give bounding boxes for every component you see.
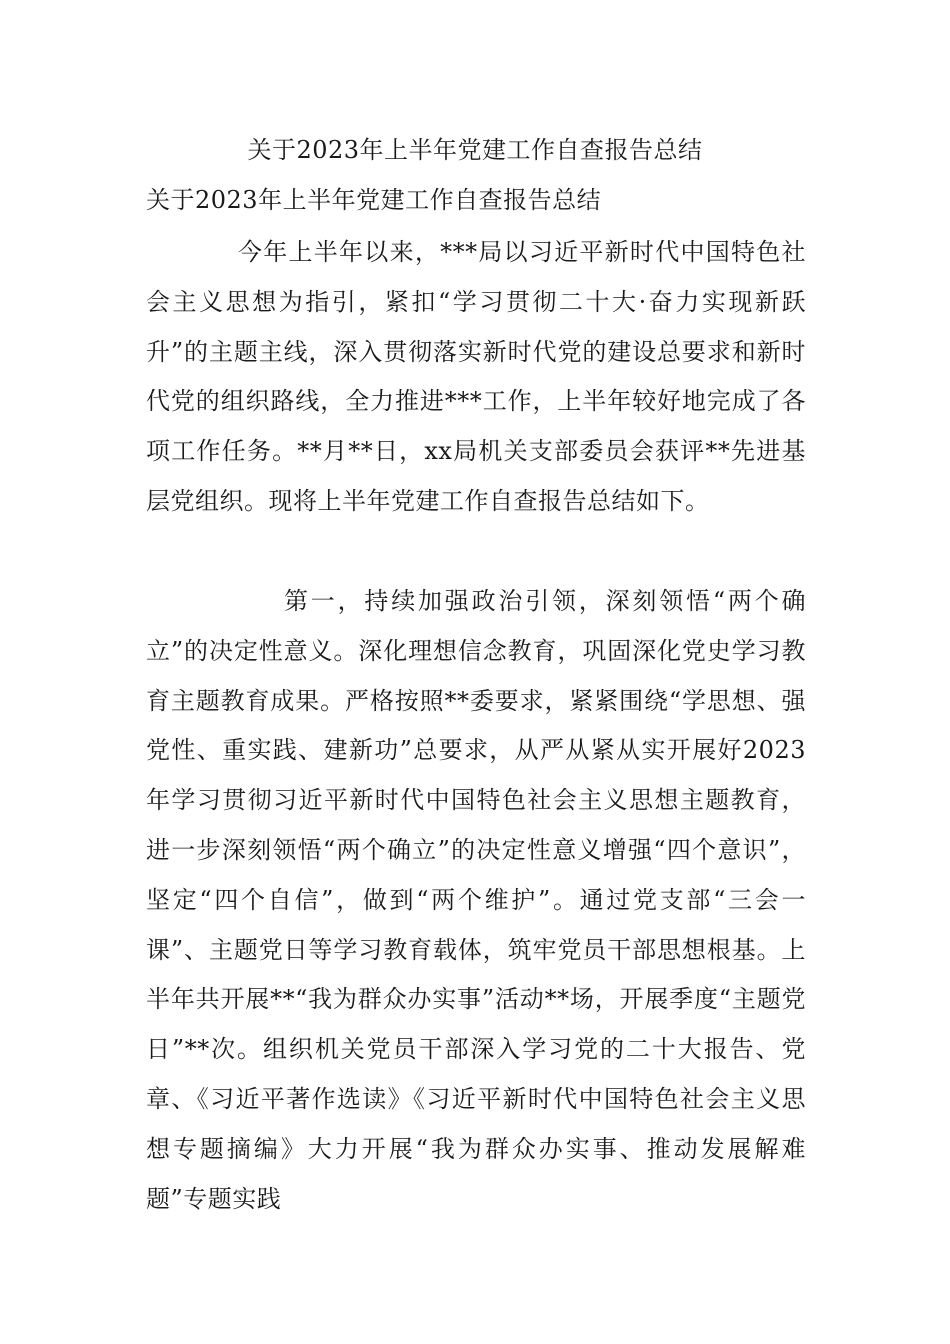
paragraph-section-one: 第一，持续加强政治引领，深刻领悟“两个确立”的决定性意义。深化理想信念教育，巩固深化党史学习教育主题教育成果。严格按照**委要求，紧紧围绕“学思想、强党性、重实践、建新功”总要求，从严从紧从实开展好2023年学习贯彻习近平新时代中国特色社会主义思想主题教育，进一步深刻领悟“两个确立”的决定性意义增强“四个意识”，坚定“四个自信”，做到“两个维护”。通过党支部“三会一课”、主题党日等学习教育载体，筑牢党员干部思想根基。上半年共开展**“我为群众办实事”活动**场，开展季度“主题党日”**次。组织机关党员干部深入学习党的二十大报告、党章、《习近平著作选读》《习近平新时代中国特色社会主义思想专题摘编》大力开展“我为群众办实事、推动发展解难题”专题实践 (146, 587, 806, 1213)
document-subtitle: 关于2023年上半年党建工作自查报告总结 (146, 186, 602, 214)
paragraph-intro: 今年上半年以来，***局以习近平新时代中国特色社会主义思想为指引，紧扣“学习贯彻二十大·奋力实现新跃升”的主题主线，深入贯彻落实新时代党的建设总要求和新时代党的组织路线，全力推进***工作，上半年较好地完成了各项工作任务。**月**日，xx局机关支部委员会获评**先进基层党组织。现将上半年党建工作自查报告总结如下。 (146, 238, 806, 515)
document-title: 关于2023年上半年党建工作自查报告总结 (247, 136, 703, 164)
